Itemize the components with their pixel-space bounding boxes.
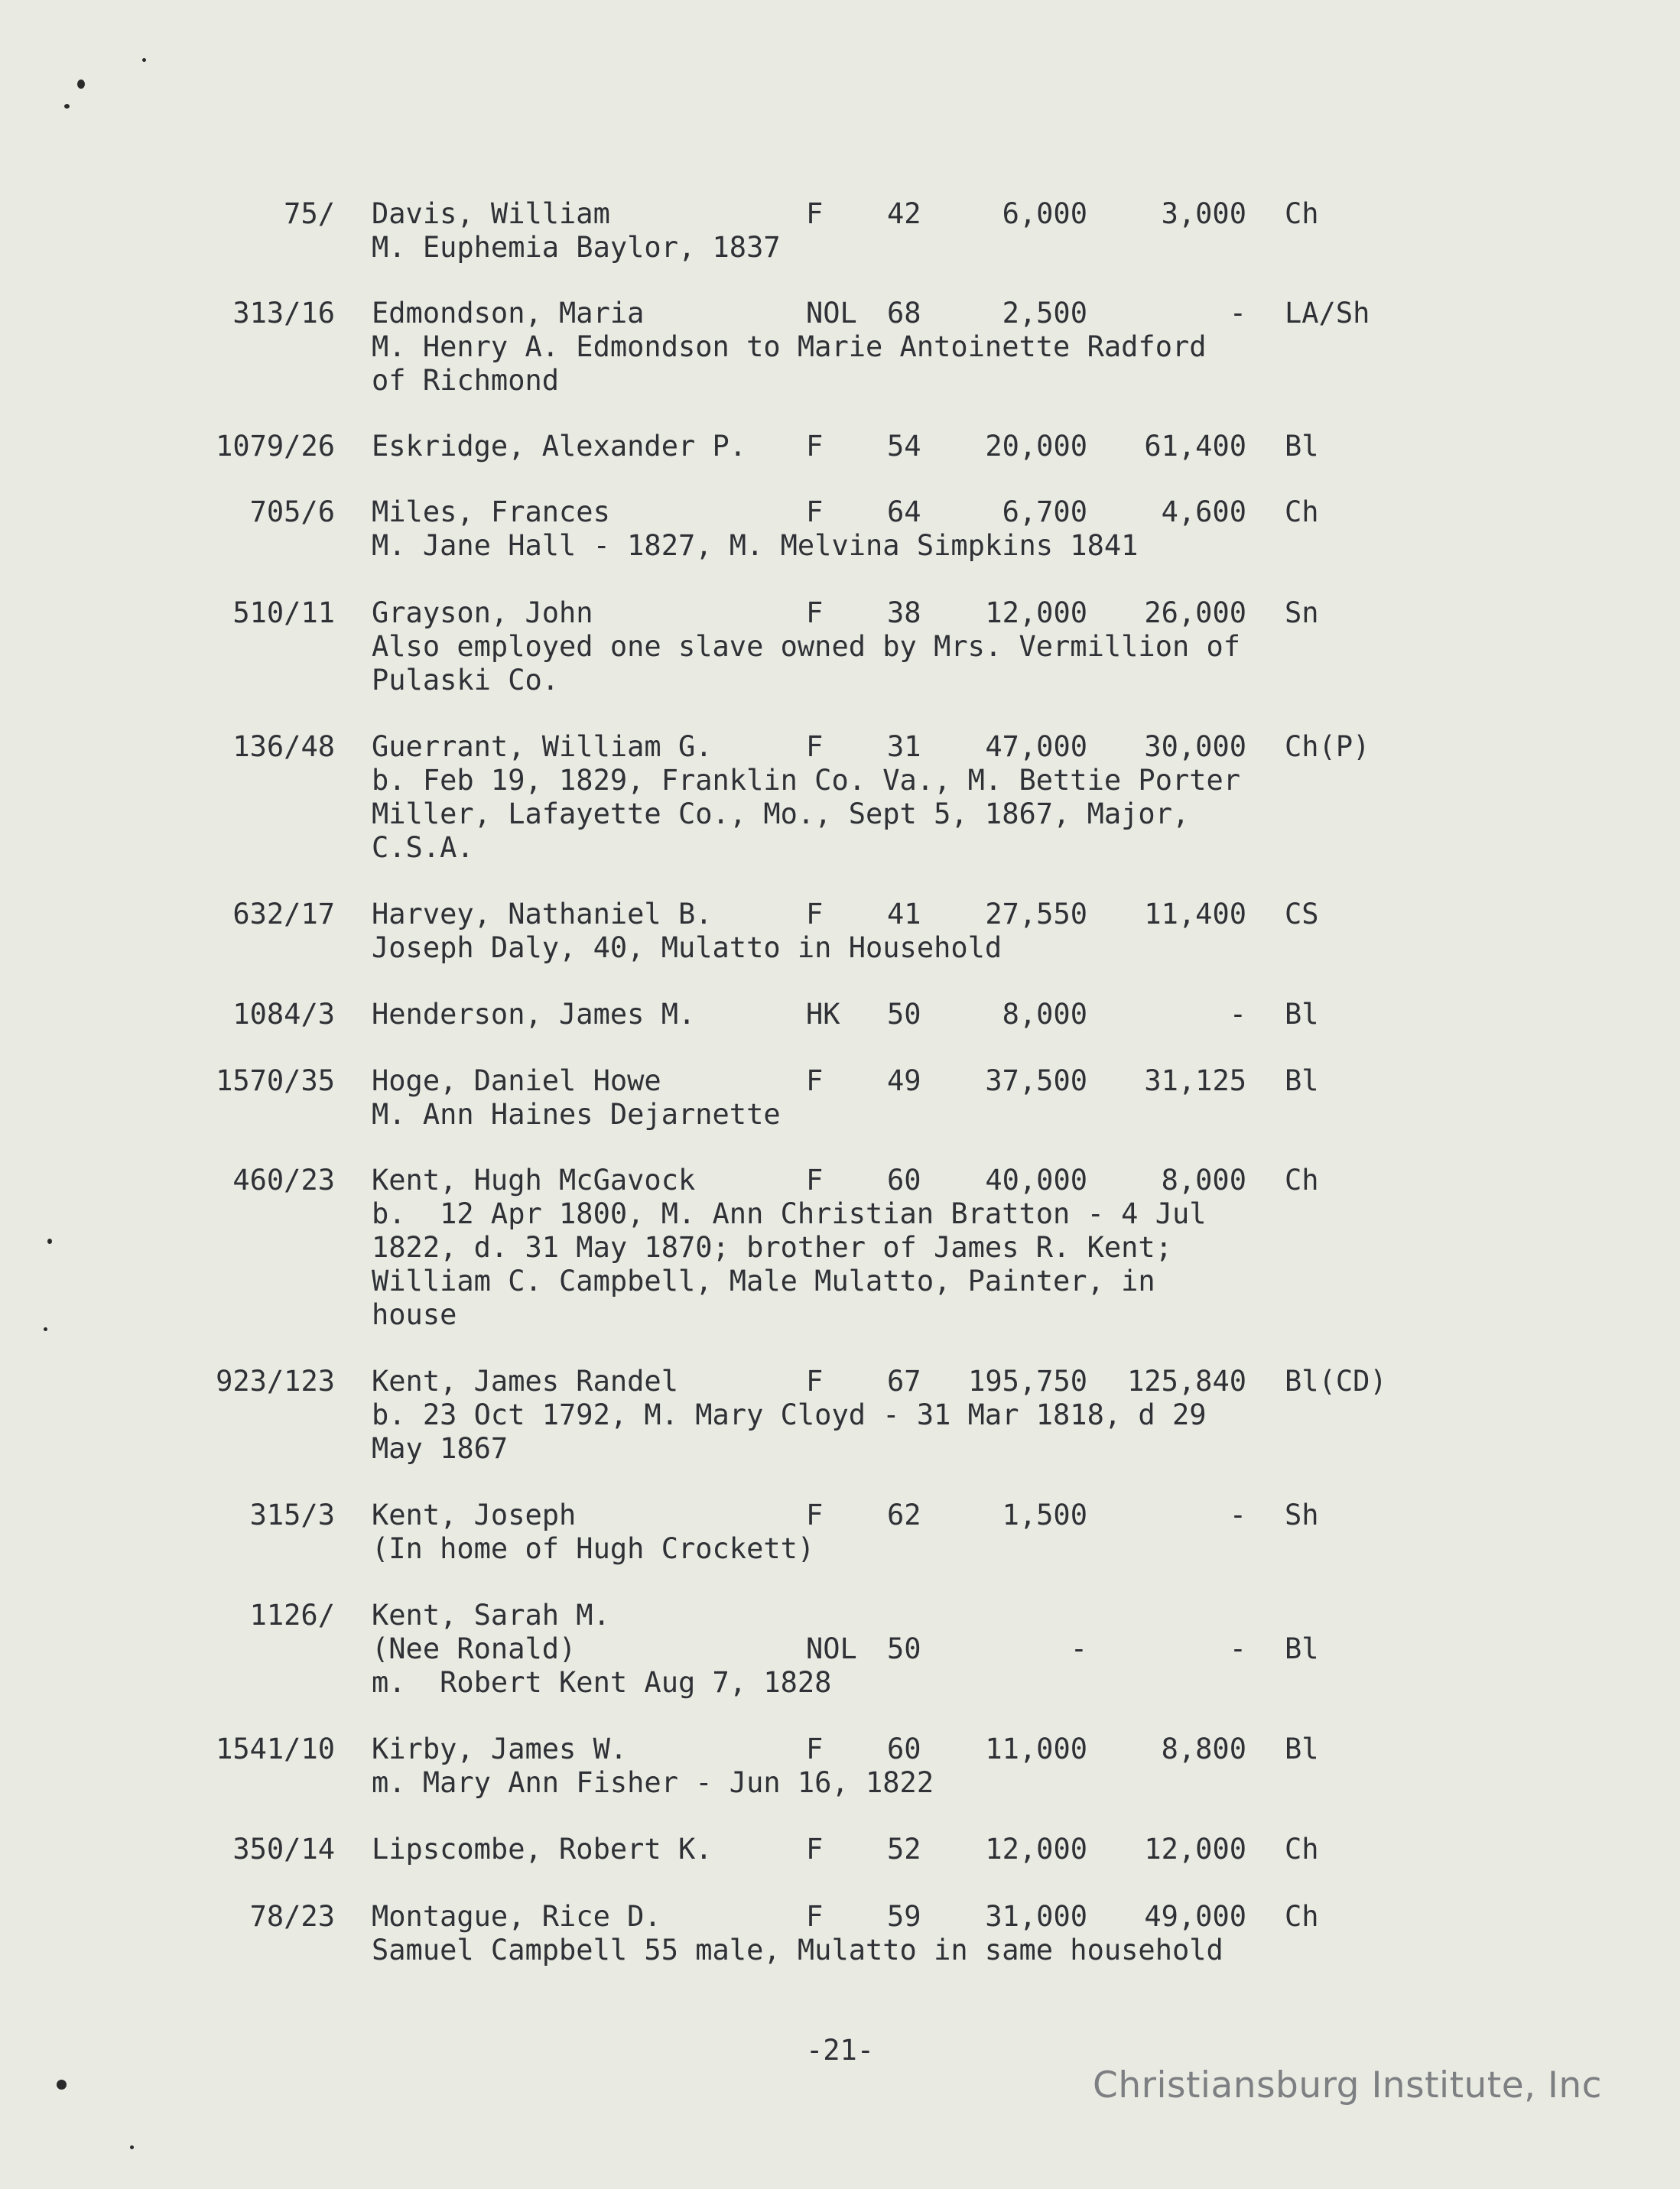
person-name: Kent, Hugh McGavock [372, 1164, 696, 1197]
nativity-code: Ch [1285, 1833, 1319, 1866]
entry-main-line [0, 495, 1680, 529]
personal-estate-value: 11,400 [1144, 898, 1246, 930]
age-value: 64 [887, 495, 921, 528]
status-code: F [806, 1164, 824, 1197]
real-estate-value: 47,000 [985, 730, 1087, 763]
status-code: NOL [806, 297, 857, 330]
real-estate-value: 6,700 [1002, 495, 1087, 528]
status-code: F [806, 197, 824, 230]
entry-main-line [0, 730, 1680, 764]
person-name: Henderson, James M. [372, 998, 696, 1031]
ink-speck [64, 104, 70, 109]
nativity-code: CS [1285, 898, 1319, 930]
entry-note-line [0, 1098, 1680, 1132]
entry-main-line [0, 1900, 1680, 1934]
nativity-code: Bl [1285, 1632, 1319, 1665]
status-code: F [806, 1900, 824, 1933]
personal-estate-value: - [1229, 297, 1246, 330]
real-estate-value: 27,550 [985, 898, 1087, 930]
personal-estate-value: 125,840 [1127, 1365, 1246, 1398]
age-value: 49 [887, 1064, 921, 1097]
entry-main-line [0, 1599, 1680, 1632]
dwelling-ref: 632/17 [232, 898, 335, 930]
person-name: Harvey, Nathaniel B. [372, 898, 713, 930]
status-code: F [806, 596, 824, 629]
nativity-code: Sh [1285, 1499, 1319, 1531]
status-code: F [806, 1733, 824, 1765]
real-estate-value: 12,000 [985, 1833, 1087, 1866]
entry-note: b. 12 Apr 1800, M. Ann Christian Bratton - 4 Jul [372, 1197, 1207, 1230]
nativity-code: Ch [1285, 495, 1319, 528]
nativity-code: Bl [1285, 998, 1319, 1031]
real-estate-value: 2,500 [1002, 297, 1087, 330]
entry-note-line [0, 764, 1680, 797]
status-code: HK [806, 998, 840, 1031]
entry-note: Samuel Campbell 55 male, Mulatto in same household [372, 1934, 1223, 1967]
entry-note: M. Ann Haines Dejarnette [372, 1098, 781, 1131]
census-entry [0, 730, 1680, 865]
age-value: 60 [887, 1164, 921, 1197]
dwelling-ref: 136/48 [232, 730, 335, 763]
dwelling-ref: 923/123 [216, 1365, 335, 1398]
personal-estate-value: 49,000 [1144, 1900, 1246, 1933]
nativity-code: Ch [1285, 1900, 1319, 1933]
dwelling-ref: 315/3 [249, 1499, 335, 1531]
entry-note: of Richmond [372, 364, 560, 397]
person-name-note: (Nee Ronald) [372, 1632, 577, 1665]
entry-main-line [0, 1733, 1680, 1766]
entry-note: b. Feb 19, 1829, Franklin Co. Va., M. Bettie Porter [372, 764, 1241, 797]
entry-note-line [0, 1398, 1680, 1432]
person-name: Kent, James Randel [372, 1365, 678, 1398]
census-entry [0, 1064, 1680, 1132]
age-value: 60 [887, 1733, 921, 1765]
person-name: Grayson, John [372, 596, 593, 629]
entry-note: m. Mary Ann Fisher - Jun 16, 1822 [372, 1766, 934, 1799]
personal-estate-value: 61,400 [1144, 430, 1246, 463]
page-number: -21- [805, 2034, 875, 2067]
entry-note-line [0, 664, 1680, 697]
census-entry [0, 1365, 1680, 1466]
person-name: Davis, William [372, 197, 610, 230]
real-estate-value: 40,000 [985, 1164, 1087, 1197]
dwelling-ref: 1084/3 [232, 998, 335, 1031]
entry-main-line [0, 596, 1680, 630]
entry-note-line [0, 1934, 1680, 1967]
entry-note-line [0, 1197, 1680, 1231]
dwelling-ref: 510/11 [232, 596, 335, 629]
entry-note: William C. Campbell, Male Mulatto, Painter, in [372, 1265, 1155, 1297]
nativity-code: Bl(CD) [1285, 1365, 1387, 1398]
dwelling-ref: 460/23 [232, 1164, 335, 1197]
age-value: 54 [887, 430, 921, 463]
entry-note: C.S.A. [372, 831, 474, 864]
nativity-code: LA/Sh [1285, 297, 1370, 330]
nativity-code: Sn [1285, 596, 1319, 629]
nativity-code: Bl [1285, 1733, 1319, 1765]
entry-note-line [0, 630, 1680, 664]
real-estate-value: 37,500 [985, 1064, 1087, 1097]
census-entry [0, 898, 1680, 965]
personal-estate-value: 30,000 [1144, 730, 1246, 763]
personal-estate-value: - [1229, 1632, 1246, 1665]
entry-note-line [0, 1666, 1680, 1700]
census-entry [0, 1900, 1680, 1967]
status-code: F [806, 730, 824, 763]
entry-note: Miller, Lafayette Co., Mo., Sept 5, 1867, Major, [372, 797, 1190, 830]
status-code: F [806, 1499, 824, 1531]
personal-estate-value: 12,000 [1144, 1833, 1246, 1866]
status-code: NOL [806, 1632, 857, 1665]
entry-main-line [0, 1499, 1680, 1532]
dwelling-ref: 1126/ [249, 1599, 335, 1632]
personal-estate-value: 8,000 [1161, 1164, 1246, 1197]
entry-main-line [0, 1833, 1680, 1866]
entry-main-line [0, 998, 1680, 1031]
entry-note: Pulaski Co. [372, 664, 560, 697]
person-name: Eskridge, Alexander P. [372, 430, 747, 463]
census-entry [0, 1733, 1680, 1800]
real-estate-value: 11,000 [985, 1733, 1087, 1765]
entry-note-line [0, 1265, 1680, 1298]
personal-estate-value: 26,000 [1144, 596, 1246, 629]
census-entry [0, 495, 1680, 563]
entry-main-line [0, 1365, 1680, 1398]
status-code: F [806, 1064, 824, 1097]
age-value: 41 [887, 898, 921, 930]
status-code: F [806, 1833, 824, 1866]
census-entry [0, 197, 1680, 265]
status-code: F [806, 430, 824, 463]
entry-note: M. Euphemia Baylor, 1837 [372, 231, 781, 264]
person-name: Montague, Rice D. [372, 1900, 661, 1933]
watermark-text: Christiansburg Institute, Inc [1093, 2064, 1602, 2106]
nativity-code: Bl [1285, 1064, 1319, 1097]
dwelling-ref: 705/6 [249, 495, 335, 528]
entry-note: M. Henry A. Edmondson to Marie Antoinette Radford [372, 330, 1207, 363]
age-value: 67 [887, 1365, 921, 1398]
dwelling-ref: 1570/35 [216, 1064, 335, 1097]
real-estate-value: 195,750 [968, 1365, 1087, 1398]
census-entry [0, 596, 1680, 697]
entry-note-line [0, 364, 1680, 398]
age-value: 59 [887, 1900, 921, 1933]
entry-note-line [0, 1532, 1680, 1566]
ink-speck [142, 58, 146, 62]
entry-note-line [0, 330, 1680, 364]
census-entry [0, 430, 1680, 463]
person-name: Kent, Joseph [372, 1499, 577, 1531]
entry-note-line [0, 231, 1680, 265]
census-entry [0, 1164, 1680, 1332]
status-code: F [806, 898, 824, 930]
entry-note: M. Jane Hall - 1827, M. Melvina Simpkins 1841 [372, 529, 1139, 562]
age-value: 31 [887, 730, 921, 763]
personal-estate-value: 4,600 [1161, 495, 1246, 528]
entry-main-line [0, 898, 1680, 931]
dwelling-ref: 78/23 [249, 1900, 335, 1933]
ink-speck [77, 80, 85, 89]
dwelling-ref: 313/16 [232, 297, 335, 330]
person-name: Guerrant, William G. [372, 730, 713, 763]
real-estate-value: - [1070, 1632, 1087, 1665]
real-estate-value: 1,500 [1002, 1499, 1087, 1531]
ink-speck [44, 1327, 47, 1331]
entry-main-line [0, 1164, 1680, 1197]
entry-main-line [0, 297, 1680, 330]
census-entry [0, 1499, 1680, 1566]
entry-note-line [0, 1432, 1680, 1466]
personal-estate-value: 31,125 [1144, 1064, 1246, 1097]
age-value: 42 [887, 197, 921, 230]
ink-speck [57, 2080, 67, 2090]
entry-note-line [0, 1298, 1680, 1332]
real-estate-value: 8,000 [1002, 998, 1087, 1031]
entry-extra-line [0, 1632, 1680, 1666]
census-entry [0, 1599, 1680, 1700]
entry-main-line [0, 197, 1680, 231]
census-entry [0, 1833, 1680, 1866]
real-estate-value: 20,000 [985, 430, 1087, 463]
entry-note-line [0, 1231, 1680, 1265]
status-code: F [806, 495, 824, 528]
personal-estate-value: - [1229, 1499, 1246, 1531]
entry-note-line [0, 831, 1680, 865]
entry-note: house [372, 1298, 457, 1331]
entry-note-line [0, 529, 1680, 563]
real-estate-value: 6,000 [1002, 197, 1087, 230]
entry-note: m. Robert Kent Aug 7, 1828 [372, 1666, 832, 1699]
real-estate-value: 12,000 [985, 596, 1087, 629]
dwelling-ref: 75/ [284, 197, 335, 230]
age-value: 50 [887, 1632, 921, 1665]
ink-speck [130, 2145, 134, 2149]
personal-estate-value: - [1229, 998, 1246, 1031]
entry-note: Also employed one slave owned by Mrs. Vermillion of [372, 630, 1241, 663]
real-estate-value: 31,000 [985, 1900, 1087, 1933]
age-value: 52 [887, 1833, 921, 1866]
nativity-code: Ch(P) [1285, 730, 1370, 763]
ink-speck [47, 1239, 52, 1244]
status-code: F [806, 1365, 824, 1398]
nativity-code: Ch [1285, 1164, 1319, 1197]
census-entry [0, 998, 1680, 1031]
age-value: 50 [887, 998, 921, 1031]
person-name: Kent, Sarah M. [372, 1599, 610, 1632]
person-name: Lipscombe, Robert K. [372, 1833, 713, 1866]
entry-note-line [0, 1766, 1680, 1800]
entry-note-line [0, 931, 1680, 965]
entry-note: 1822, d. 31 May 1870; brother of James R. Kent; [372, 1231, 1172, 1264]
entry-main-line [0, 1064, 1680, 1098]
entry-note: (In home of Hugh Crockett) [372, 1532, 815, 1565]
nativity-code: Bl [1285, 430, 1319, 463]
person-name: Hoge, Daniel Howe [372, 1064, 661, 1097]
entry-note-line [0, 797, 1680, 831]
age-value: 62 [887, 1499, 921, 1531]
age-value: 68 [887, 297, 921, 330]
age-value: 38 [887, 596, 921, 629]
personal-estate-value: 8,800 [1161, 1733, 1246, 1765]
person-name: Miles, Frances [372, 495, 610, 528]
person-name: Kirby, James W. [372, 1733, 628, 1765]
dwelling-ref: 350/14 [232, 1833, 335, 1866]
census-entry [0, 297, 1680, 398]
entry-note: May 1867 [372, 1432, 509, 1465]
entry-main-line [0, 430, 1680, 463]
entry-note: Joseph Daly, 40, Mulatto in Household [372, 931, 1002, 964]
nativity-code: Ch [1285, 197, 1319, 230]
person-name: Edmondson, Maria [372, 297, 645, 330]
personal-estate-value: 3,000 [1161, 197, 1246, 230]
entry-note: b. 23 Oct 1792, M. Mary Cloyd - 31 Mar 1818, d 29 [372, 1398, 1207, 1431]
dwelling-ref: 1079/26 [216, 430, 335, 463]
dwelling-ref: 1541/10 [216, 1733, 335, 1765]
